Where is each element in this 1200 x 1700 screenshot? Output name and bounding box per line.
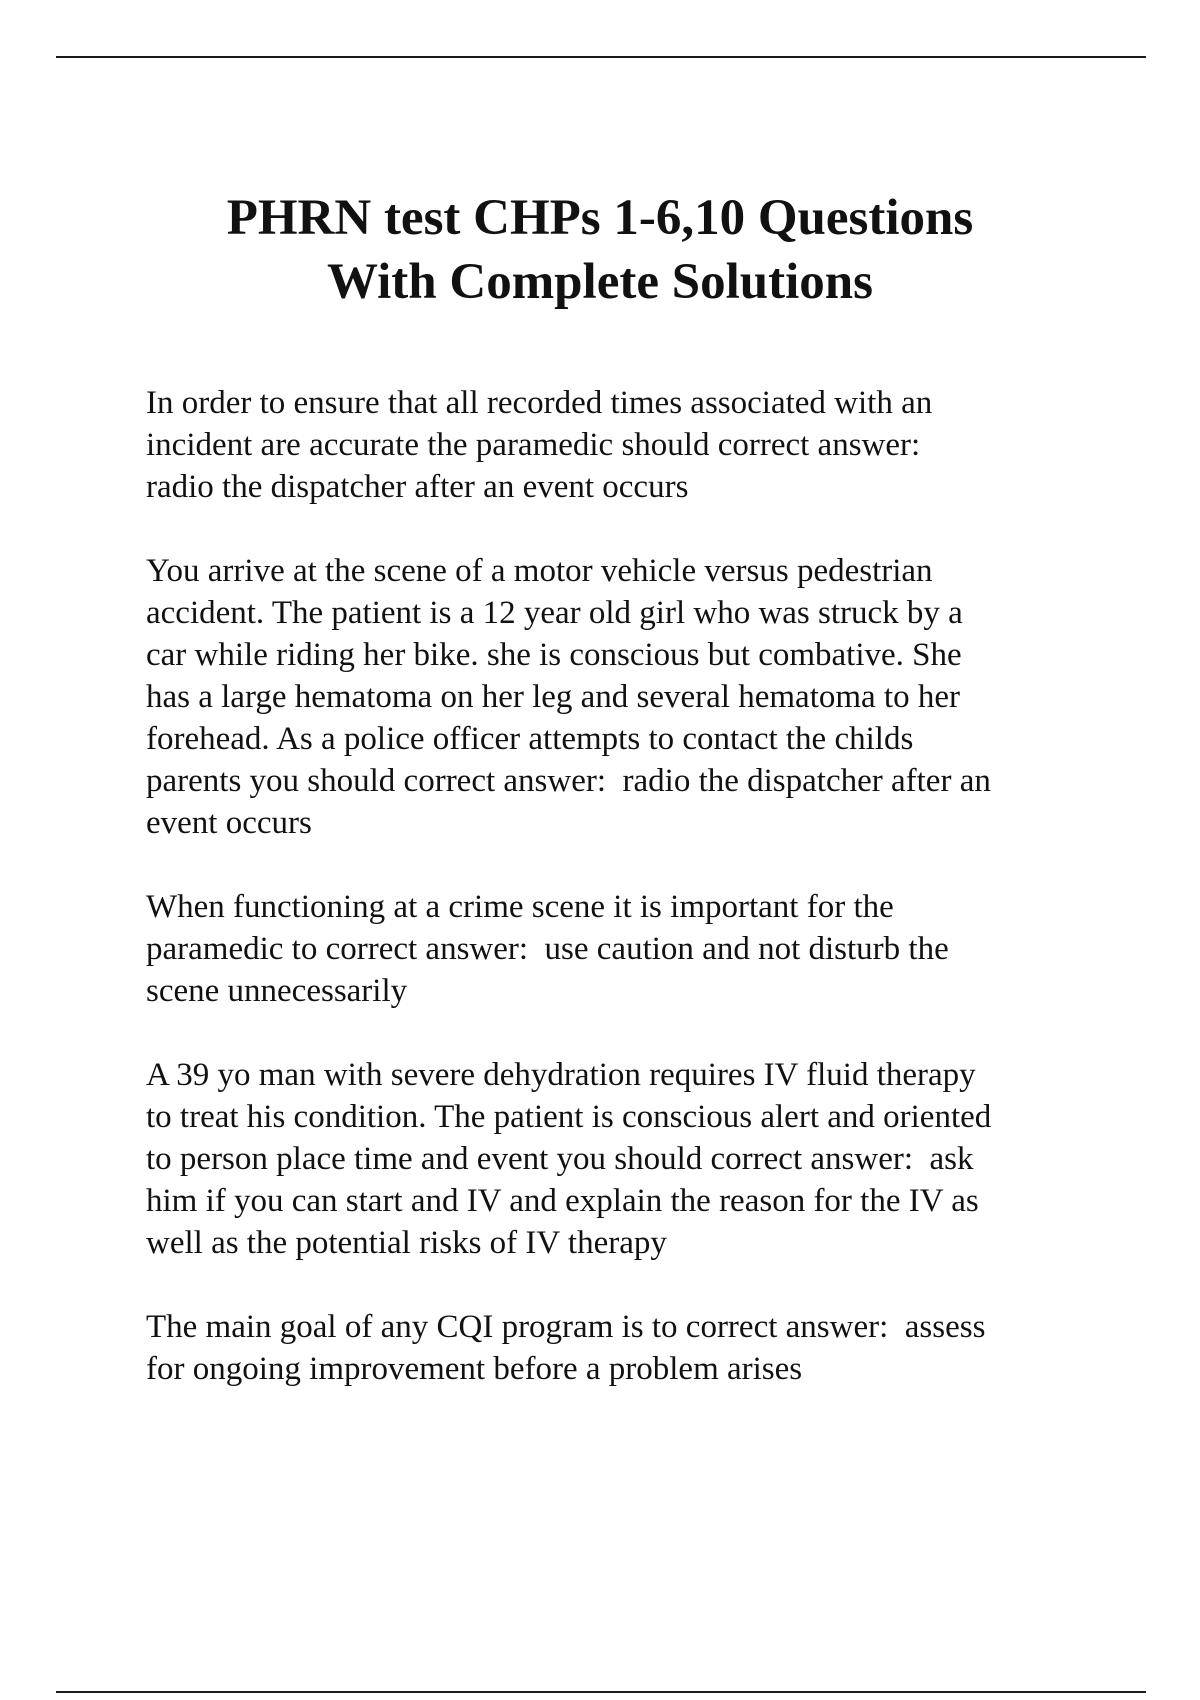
qa-list [146,382,1106,1432]
qa-entry-3: When functioning at a crime scene it is important for the paramedic to correct answer: use caution and not disturb the scene unnecessarily [146,889,949,1009]
page-title [0,186,1200,314]
title-line-1: PHRN test CHPs 1-6,10 Questions [226,190,974,246]
top-divider [56,56,1146,58]
title-line-2: With Complete Solutions [327,254,873,310]
bottom-divider [56,1691,1146,1693]
qa-entry-1: In order to ensure that all recorded times associated with an incident are accurate the paramedic should correct answer: radio the dispatcher after an event occurs [146,385,933,505]
qa-entry-5: The main goal of any CQI program is to correct answer: assess for ongoing improvement before a problem arises [146,1309,986,1387]
qa-entry-2: You arrive at the scene of a motor vehicle versus pedestrian accident. The patient is a 12 year old girl who was struck by a car while riding her bike. she is conscious but combative. She has a large hematoma on her leg and several hematoma to her forehead. As a police officer attempts to contact the childs parents you should correct answer: radio the dispatcher after an event occurs [146,553,991,841]
qa-entry-4: A 39 yo man with severe dehydration requires IV fluid therapy to treat his condition. The patient is conscious alert and oriented to person place time and event you should correct answer: ask him if you can start and IV and explain the reason for the IV as well as the potential risks of IV therapy [146,1057,992,1261]
